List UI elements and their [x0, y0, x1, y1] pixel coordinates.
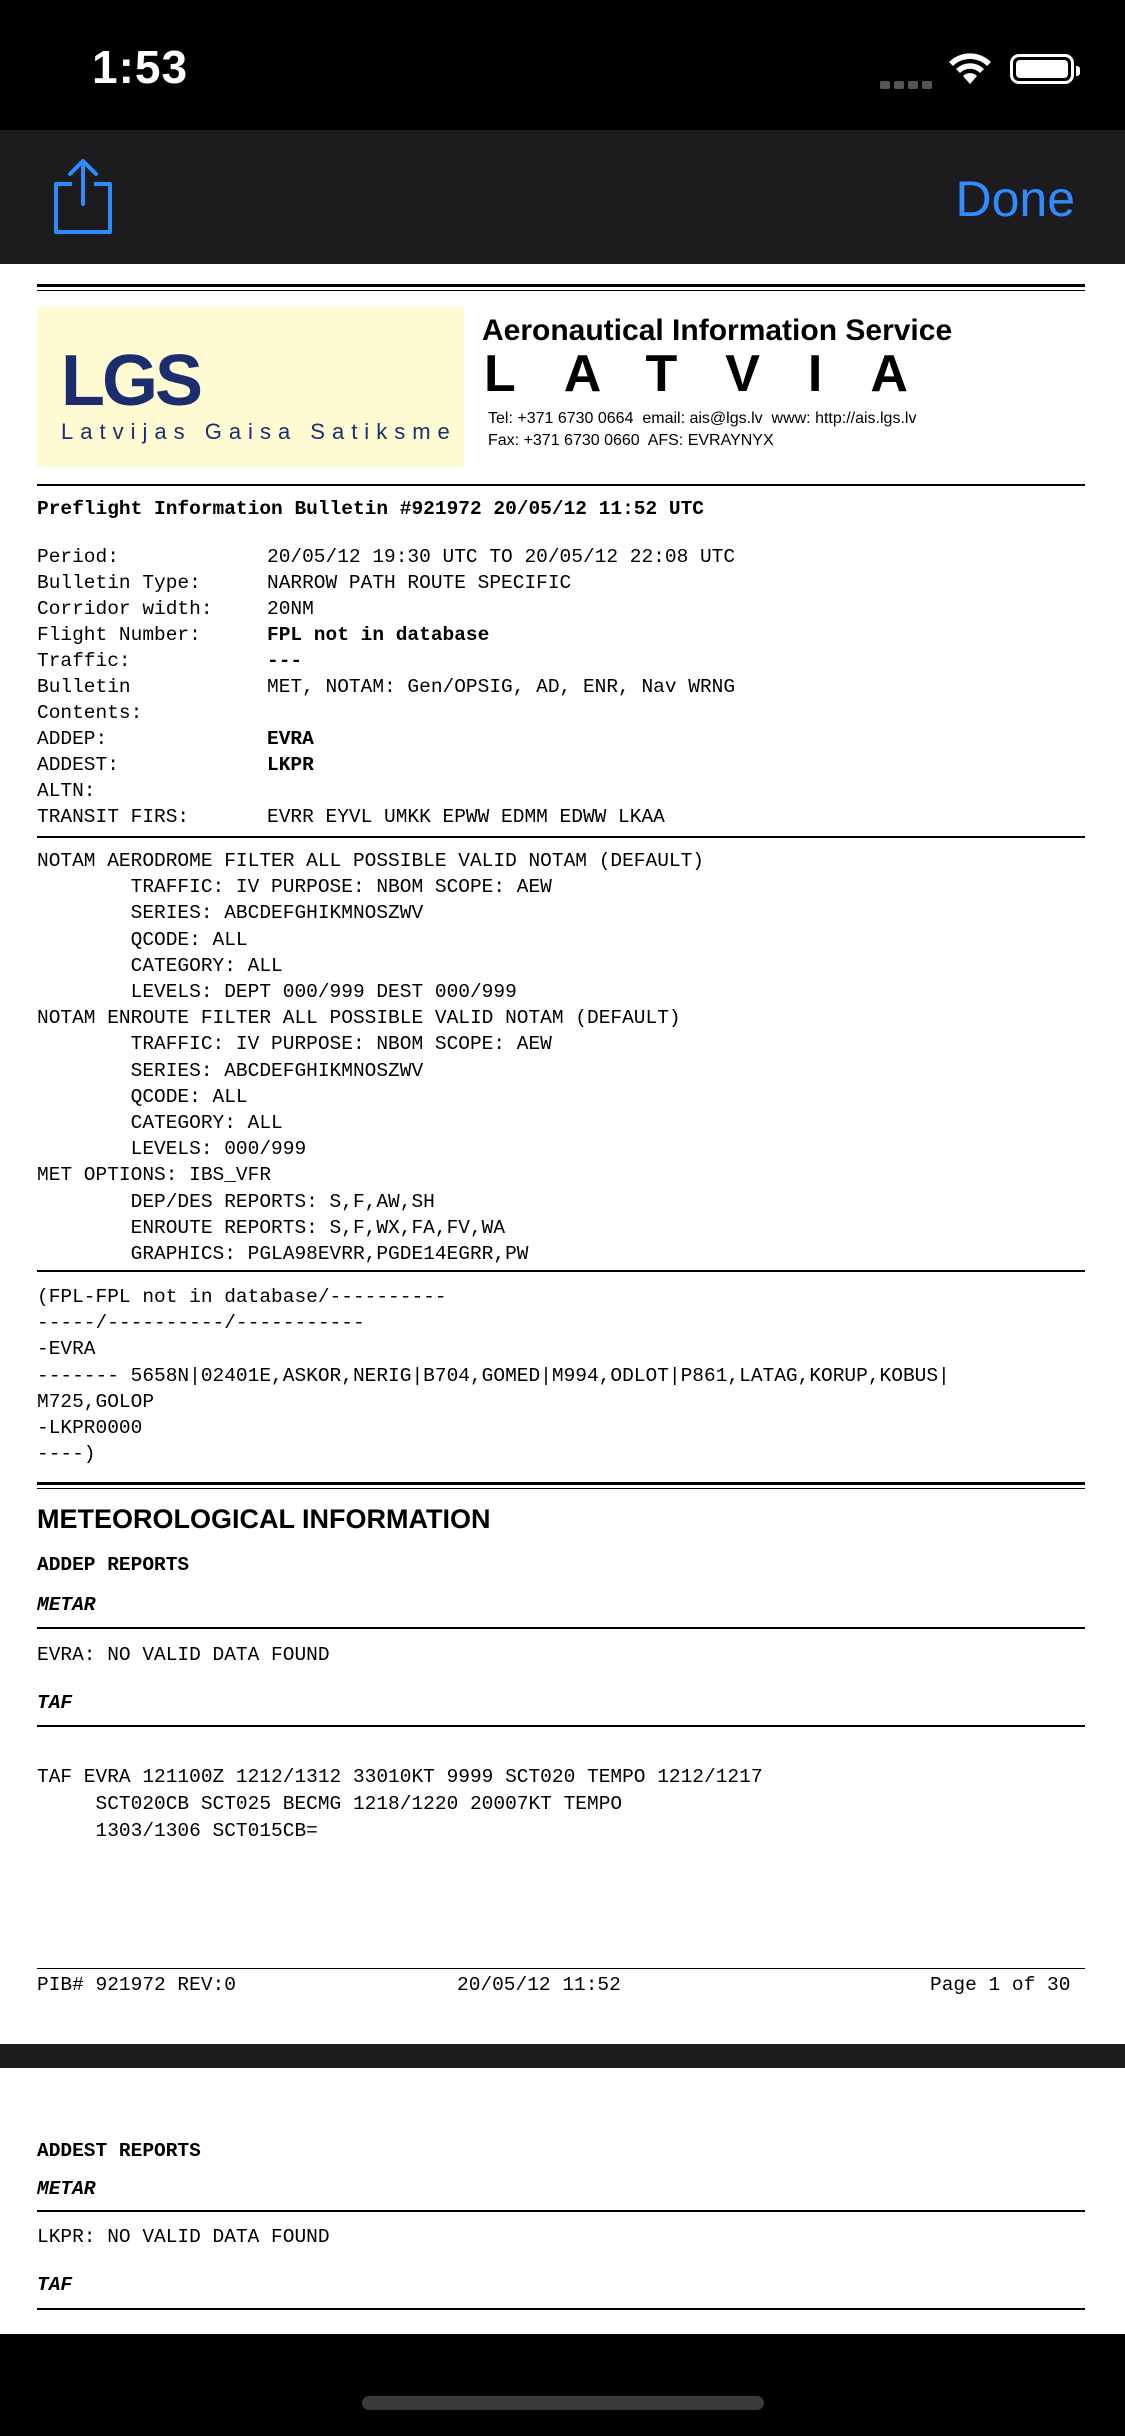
- fpl-line: ----): [37, 1443, 96, 1466]
- field-label: Bulletin Type:: [37, 572, 201, 594]
- lgs-logo: [37, 307, 464, 467]
- status-bar: [0, 0, 1125, 130]
- filter-line: LEVELS: DEPT 000/999 DEST 000/999: [37, 981, 517, 1003]
- bulletin-title: Preflight Information Bulletin #921972 20/05/12 11:52 UTC: [37, 498, 705, 520]
- metar-label: METAR: [37, 1594, 96, 1616]
- field-label: Corridor width:: [37, 598, 213, 620]
- taf-label: TAF: [37, 1692, 73, 1714]
- divider: [37, 2210, 1085, 2212]
- status-time: 1:53: [92, 41, 189, 93]
- addep-heading: ADDEP REPORTS: [37, 1554, 190, 1576]
- filter-line: TRAFFIC: IV PURPOSE: NBOM SCOPE: AEW: [37, 1033, 552, 1056]
- addest-heading: ADDEST REPORTS: [37, 2140, 201, 2162]
- filter-line: CATEGORY: ALL: [37, 1112, 283, 1134]
- field-value: 20/05/12 19:30 UTC TO 20/05/12 22:08 UTC: [267, 546, 736, 568]
- divider: [37, 2308, 1085, 2310]
- field-label: ADDEP:: [37, 728, 108, 750]
- pdf-page-1: [0, 264, 1125, 2044]
- wifi-icon: [946, 50, 994, 86]
- taf-line: SCT020CB SCT025 BECMG 1218/1220 20007KT TEMPO: [37, 1793, 623, 1815]
- field-label: Traffic:: [37, 650, 131, 672]
- field-label: Contents:: [37, 702, 143, 724]
- met-section-title: METEOROLOGICAL INFORMATION: [37, 1504, 491, 1534]
- logo-subtitle: Latvijas Gaisa Satiksme: [61, 419, 457, 444]
- done-button[interactable]: Done: [955, 171, 1075, 227]
- filter-line: NOTAM AERODROME FILTER ALL POSSIBLE VALID NOTAM (DEFAULT): [37, 850, 705, 872]
- filter-line: SERIES: ABCDEFGHIKMNOSZWV: [37, 902, 424, 925]
- divider: [37, 1627, 1085, 1629]
- filter-line: DEP/DES REPORTS: S,F,AW,SH: [37, 1190, 435, 1213]
- filter-line: CATEGORY: ALL: [37, 954, 283, 977]
- fpl-line: -----/----------/-----------: [37, 1312, 365, 1335]
- cellular-signal-icon: [880, 76, 936, 94]
- pdf-page-2: [0, 2068, 1125, 2334]
- page-gap: [0, 2044, 1125, 2068]
- contact-line: Tel: +371 6730 0664 email: ais@lgs.lv www: http://ais.lgs.lv: [488, 410, 917, 427]
- filter-line: QCODE: ALL: [37, 1085, 248, 1108]
- field-label: ALTN:: [37, 780, 96, 802]
- field-label: Bulletin: [37, 676, 131, 698]
- addest-metar: LKPR: NO VALID DATA FOUND: [37, 2226, 330, 2248]
- fpl-line: -LKPR0000: [37, 1417, 143, 1439]
- field-label: ADDEST:: [37, 754, 119, 776]
- filter-line: QCODE: ALL: [37, 928, 248, 951]
- divider: [37, 284, 1085, 287]
- field-label: TRANSIT FIRS:: [37, 806, 190, 828]
- taf-line: 1303/1306 SCT015CB=: [37, 1820, 318, 1842]
- country-title: LATVIA: [484, 345, 956, 403]
- battery-icon: [1010, 54, 1074, 84]
- fpl-line: -EVRA: [37, 1338, 96, 1361]
- filter-line: TRAFFIC: IV PURPOSE: NBOM SCOPE: AEW: [37, 876, 552, 899]
- filter-line: ENROUTE REPORTS: S,F,WX,FA,FV,WA: [37, 1216, 506, 1239]
- field-value: MET, NOTAM: Gen/OPSIG, AD, ENR, Nav WRNG: [267, 676, 736, 698]
- field-label: Flight Number:: [37, 624, 201, 646]
- divider: [37, 290, 1085, 291]
- divider: [37, 836, 1085, 838]
- divider: [37, 1488, 1085, 1489]
- filter-line: GRAPHICS: PGLA98EVRR,PGDE14EGRR,PW: [37, 1243, 529, 1265]
- filter-line: LEVELS: 000/999: [37, 1138, 307, 1161]
- field-value: EVRR EYVL UMKK EPWW EDMM EDWW LKAA: [267, 806, 665, 828]
- divider: [37, 1270, 1085, 1272]
- field-value: ---: [267, 650, 303, 672]
- taf-line: TAF EVRA 121100Z 1212/1312 33010KT 9999 SCT020 TEMPO 1212/1217: [37, 1766, 763, 1788]
- field-value: EVRA: [267, 728, 314, 750]
- fpl-line: ------- 5658N|02401E,ASKOR,NERIG|B704,GOMED|M994,ODLOT|P861,LATAG,KORUP,KOBUS|: [37, 1364, 950, 1387]
- divider: [37, 1968, 1085, 1969]
- home-indicator: [362, 2396, 764, 2410]
- divider: [37, 1482, 1085, 1485]
- metar-label: METAR: [37, 2178, 96, 2200]
- field-value: NARROW PATH ROUTE SPECIFIC: [267, 572, 572, 594]
- field-value: 20NM: [267, 598, 314, 620]
- fpl-line: M725,GOLOP: [37, 1390, 155, 1413]
- field-value: FPL not in database: [267, 624, 490, 646]
- addep-metar: EVRA: NO VALID DATA FOUND: [37, 1644, 330, 1666]
- share-icon[interactable]: [48, 156, 118, 236]
- filter-line: NOTAM ENROUTE FILTER ALL POSSIBLE VALID NOTAM (DEFAULT): [37, 1007, 681, 1030]
- filter-line: SERIES: ABCDEFGHIKMNOSZWV: [37, 1059, 424, 1082]
- field-label: Period:: [37, 546, 119, 568]
- service-title: Aeronautical Information Service: [482, 314, 953, 347]
- filter-line: MET OPTIONS: IBS_VFR: [37, 1164, 272, 1187]
- field-value: LKPR: [267, 754, 314, 776]
- footer-page: Page 1 of 30: [930, 1974, 1071, 1996]
- fpl-line: (FPL-FPL not in database/----------: [37, 1286, 447, 1308]
- footer-date: 20/05/12 11:52: [457, 1974, 621, 1996]
- logo-text: LGS: [61, 341, 201, 421]
- footer-pib: PIB# 921972 REV:0: [37, 1974, 236, 1996]
- taf-label: TAF: [37, 2274, 73, 2296]
- contact-line: Fax: +371 6730 0660 AFS: EVRAYNYX: [488, 432, 774, 449]
- divider: [37, 1725, 1085, 1727]
- divider: [37, 484, 1085, 486]
- navigation-bar: [0, 130, 1125, 264]
